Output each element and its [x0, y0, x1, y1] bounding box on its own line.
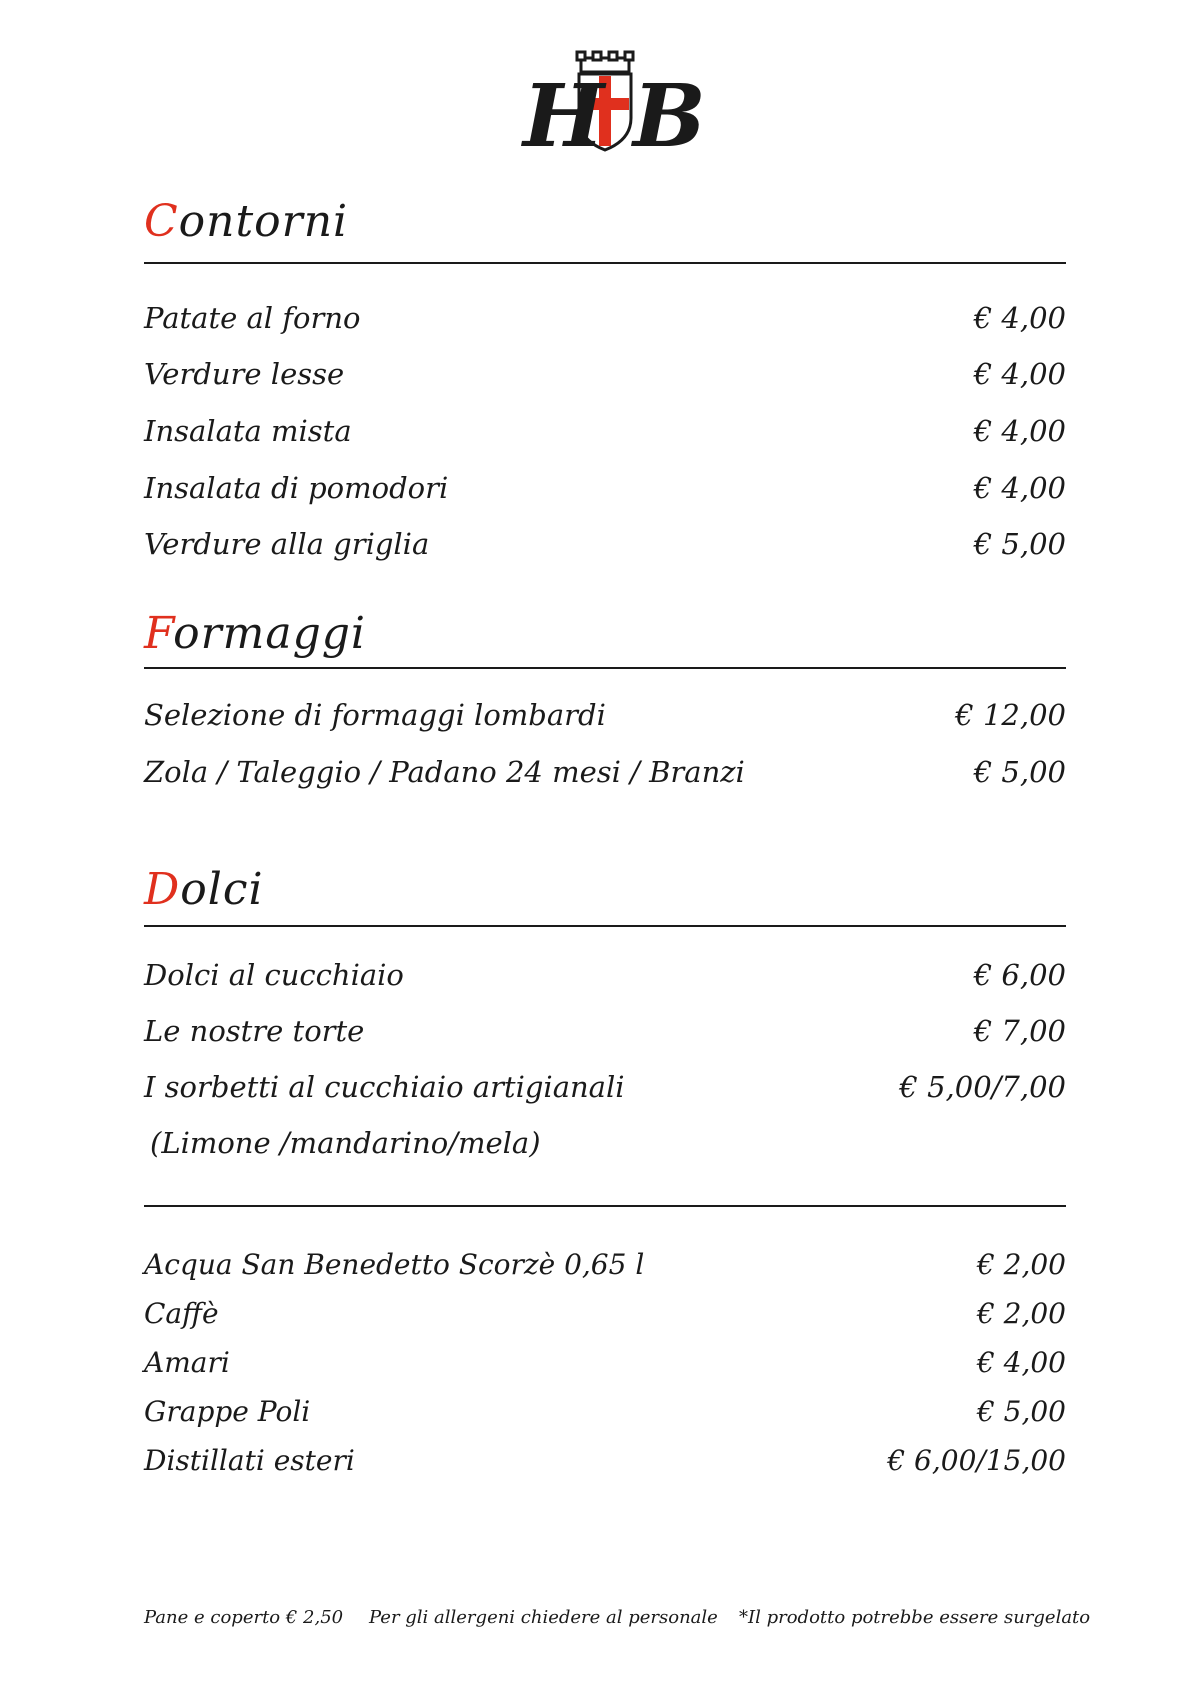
section-divider — [144, 925, 1066, 927]
item-price: € 4,00 — [973, 414, 1066, 448]
list-item — [144, 1392, 1066, 1436]
item-price: € 6,00 — [973, 958, 1066, 992]
title-rest: olci — [180, 864, 264, 915]
footer-allergeni: Per gli allergeni chiedere al personale — [369, 1607, 718, 1628]
item-price: € 12,00 — [955, 698, 1066, 732]
item-name: Caffè — [144, 1297, 219, 1330]
section-divider — [144, 1205, 1066, 1207]
title-rest: ontorni — [178, 196, 349, 247]
list-item — [144, 750, 1066, 794]
list-item — [144, 1121, 1066, 1165]
shield-cross-crown-icon — [515, 48, 706, 167]
item-name: Insalata di pomodori — [144, 471, 449, 505]
list-item — [144, 1343, 1066, 1387]
title-rest: ormaggi — [173, 608, 367, 659]
item-name: Acqua San Benedetto Scorzè 0,65 l — [144, 1248, 645, 1281]
item-name: (Limone /mandarino/mela) — [150, 1126, 541, 1160]
list-item — [144, 466, 1066, 510]
item-name: Patate al forno — [144, 301, 361, 335]
title-initial: F — [144, 608, 174, 659]
title-initial: D — [144, 864, 181, 915]
item-price: € 5,00 — [976, 1395, 1066, 1428]
section-title-contorni — [144, 196, 349, 247]
list-item — [144, 1294, 1066, 1338]
item-name: Selezione di formaggi lombardi — [144, 698, 606, 732]
list-item — [144, 296, 1066, 340]
list-item — [144, 693, 1066, 737]
item-price: € 4,00 — [973, 357, 1066, 391]
item-name: Grappe Poli — [144, 1395, 311, 1428]
item-price: € 4,00 — [973, 471, 1066, 505]
item-name: Le nostre torte — [144, 1014, 365, 1048]
item-price: € 6,00/15,00 — [887, 1444, 1066, 1477]
list-item — [144, 1245, 1066, 1289]
list-item — [144, 953, 1066, 997]
section-divider — [144, 667, 1066, 669]
logo-letter-h: H — [523, 66, 605, 167]
item-price: € 4,00 — [973, 301, 1066, 335]
item-name: Dolci al cucchiaio — [144, 958, 404, 992]
section-divider — [144, 262, 1066, 264]
item-price: € 5,00 — [973, 755, 1066, 789]
title-initial: C — [144, 196, 179, 247]
item-name: Zola / Taleggio / Padano 24 mesi / Branzi — [144, 755, 745, 789]
item-price: € 5,00 — [973, 527, 1066, 561]
footer-coperto: Pane e coperto € 2,50 — [144, 1607, 344, 1628]
item-price: € 2,00 — [976, 1297, 1066, 1330]
section-title-dolci — [144, 864, 264, 915]
item-name: Verdure lesse — [144, 357, 345, 391]
footer-notes — [144, 1603, 1091, 1633]
logo-letter-b: B — [633, 66, 706, 167]
item-price: € 2,00 — [976, 1248, 1066, 1281]
item-name: Amari — [144, 1346, 230, 1379]
item-name: I sorbetti al cucchiaio artigianali — [144, 1070, 625, 1104]
item-name: Verdure alla griglia — [144, 527, 430, 561]
section-title-formaggi — [144, 608, 367, 659]
list-item — [144, 1065, 1066, 1109]
list-item — [144, 1441, 1066, 1485]
list-item — [144, 352, 1066, 396]
list-item — [144, 1009, 1066, 1053]
item-price: € 5,00/7,00 — [899, 1070, 1066, 1104]
footer-surgelato: *Il prodotto potrebbe essere surgelato — [739, 1607, 1091, 1628]
item-name: Distillati esteri — [144, 1444, 355, 1477]
item-name: Insalata mista — [144, 414, 352, 448]
list-item — [144, 409, 1066, 453]
item-price: € 4,00 — [976, 1346, 1066, 1379]
item-price: € 7,00 — [973, 1014, 1066, 1048]
list-item — [144, 522, 1066, 566]
